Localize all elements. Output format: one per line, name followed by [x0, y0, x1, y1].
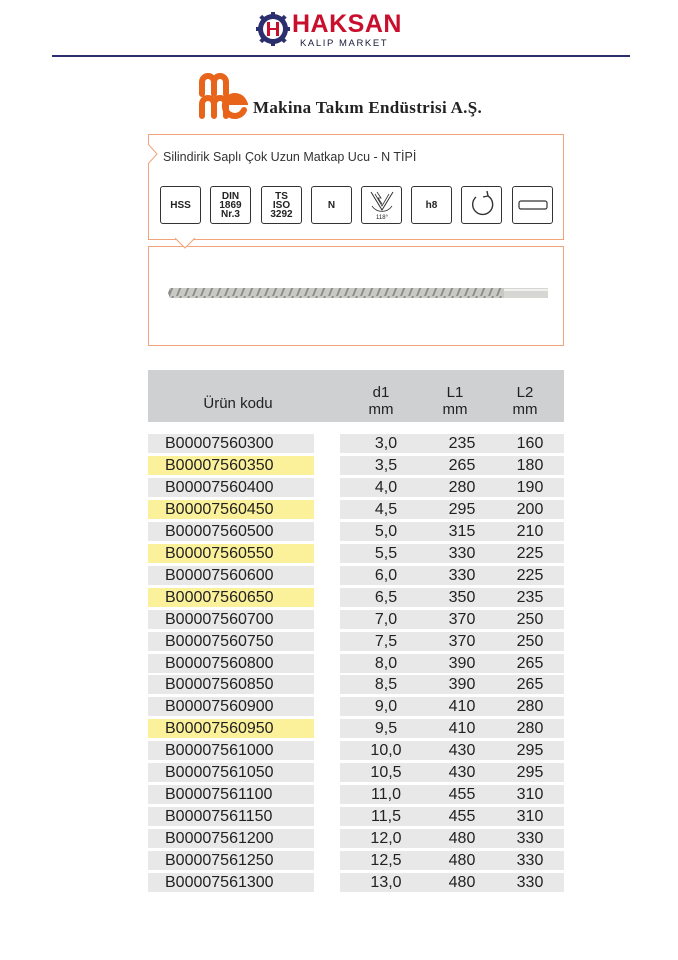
spec-tolerance-badge: h8: [411, 186, 452, 224]
l1-cell: 410: [448, 720, 476, 738]
cylindrical-shank-icon: [516, 195, 550, 215]
l2-cell: 160: [516, 435, 544, 452]
header-d1-label: d1: [372, 384, 390, 401]
l2-cell: 280: [516, 720, 544, 738]
angle-118-icon: [363, 188, 401, 222]
table-row: [148, 653, 564, 674]
l1-cell: 480: [448, 852, 476, 870]
dimension-cells: [340, 456, 564, 475]
l1-cell: 330: [448, 544, 476, 562]
dimension-cells: [340, 807, 564, 826]
d1-cell: 3,0: [374, 435, 398, 452]
l1-cell: 390: [448, 676, 476, 694]
header-divider: [52, 55, 630, 57]
l2-cell: 295: [516, 764, 544, 782]
panel-chevron-icon: [175, 237, 195, 250]
l2-cell: 330: [516, 852, 544, 870]
spec-din-badge: DIN 1869 Nr.3: [210, 186, 251, 224]
dimension-cells: [340, 500, 564, 519]
table-row: [148, 543, 564, 564]
l1-cell: 430: [448, 764, 476, 782]
product-title: Silindirik Saplı Çok Uzun Matkap Ucu - N TİPİ: [163, 150, 417, 164]
product-code-cell: B00007560350: [148, 456, 314, 475]
dimension-cells: [340, 785, 564, 804]
dimension-cells: [340, 434, 564, 453]
d1-cell: 11,5: [371, 808, 401, 826]
header-d1: [356, 384, 406, 418]
product-code-cell: B00007560500: [148, 522, 314, 541]
drill-bit-image-icon: [168, 286, 552, 300]
title-chevron-icon: [147, 143, 159, 165]
l2-cell: 235: [516, 588, 544, 606]
l1-cell: 430: [448, 742, 476, 760]
table-row: [148, 674, 564, 695]
l1-cell: 390: [448, 654, 476, 672]
d1-cell: 3,5: [374, 456, 398, 474]
product-code-cell: B00007560600: [148, 566, 314, 585]
dimension-cells: [340, 610, 564, 629]
table-row: [148, 455, 564, 476]
angle-label: 118°: [375, 215, 388, 221]
dimension-cells: [340, 522, 564, 541]
header-l2: [500, 384, 550, 418]
header-d1-unit: mm: [368, 401, 394, 418]
table-row: [148, 609, 564, 630]
product-code-cell: B00007560900: [148, 697, 314, 716]
l2-cell: 310: [516, 808, 544, 826]
product-code-cell: B00007560850: [148, 675, 314, 694]
spec-shank-badge: [512, 186, 553, 224]
dimension-cells: [340, 544, 564, 563]
product-code-cell: B00007560650: [148, 588, 314, 607]
header-product-code: Ürün kodu: [203, 395, 273, 412]
haksan-emblem-icon: [256, 12, 290, 46]
d1-cell: 9,5: [374, 720, 398, 738]
table-row: [148, 762, 564, 783]
table-row: [148, 872, 564, 893]
l2-cell: 280: [516, 698, 544, 716]
table-row: [148, 631, 564, 652]
l2-cell: 295: [516, 742, 544, 760]
table-row: [148, 477, 564, 498]
l2-cell: 180: [516, 456, 544, 474]
l1-cell: 370: [448, 610, 476, 628]
dimension-cells: [340, 654, 564, 673]
dimension-cells: [340, 873, 564, 892]
table-row: [148, 850, 564, 871]
l1-cell: 315: [448, 522, 476, 540]
table-row: [148, 565, 564, 586]
d1-cell: 11,0: [371, 786, 401, 804]
header-l2-unit: mm: [512, 401, 538, 418]
product-code-cell: B00007560400: [148, 478, 314, 497]
l2-cell: 225: [516, 544, 544, 562]
mte-logo-icon: [196, 72, 248, 120]
d1-cell: 13,0: [370, 874, 402, 891]
d1-cell: 8,5: [374, 676, 398, 694]
dimension-cells: [340, 675, 564, 694]
table-row: [148, 784, 564, 805]
header-l1-label: L1: [446, 384, 464, 401]
dimension-cells: [340, 632, 564, 651]
product-code-cell: B00007561150: [148, 807, 314, 826]
product-code-cell: B00007560300: [148, 434, 314, 453]
product-code-cell: B00007561200: [148, 829, 314, 848]
l1-cell: 480: [448, 830, 476, 848]
brand-subtitle: KALIP MARKET: [300, 38, 389, 49]
l2-cell: 265: [516, 676, 544, 694]
table-header: [148, 370, 564, 422]
l2-cell: 330: [516, 874, 544, 891]
d1-cell: 9,0: [374, 698, 398, 716]
product-code-cell: B00007560700: [148, 610, 314, 629]
l1-cell: 455: [448, 786, 476, 804]
d1-cell: 8,0: [374, 654, 398, 672]
product-code-cell: B00007561300: [148, 873, 314, 892]
table-row: [148, 740, 564, 761]
d1-cell: 6,5: [374, 588, 398, 606]
d1-cell: 7,5: [374, 632, 398, 650]
product-code-cell: B00007560800: [148, 654, 314, 673]
l2-cell: 330: [516, 830, 544, 848]
d1-cell: 6,0: [374, 566, 398, 584]
l2-cell: 250: [516, 610, 544, 628]
product-code-cell: B00007560450: [148, 500, 314, 519]
dimension-cells: [340, 478, 564, 497]
spec-ts-iso-badge: TS ISO 3292: [261, 186, 302, 224]
d1-cell: 12,5: [370, 852, 402, 870]
product-code-cell: B00007561050: [148, 763, 314, 782]
table-row: [148, 433, 564, 454]
l1-cell: 295: [448, 500, 476, 518]
d1-cell: 5,0: [374, 522, 398, 540]
d1-cell: 7,0: [374, 610, 398, 628]
header-l1: [430, 384, 480, 418]
l2-cell: 310: [516, 786, 544, 804]
product-code-cell: B00007560750: [148, 632, 314, 651]
product-code-cell: B00007561000: [148, 741, 314, 760]
l1-cell: 480: [448, 874, 476, 891]
brand-name: HAKSAN: [292, 10, 402, 38]
d1-cell: 10,0: [370, 742, 402, 760]
d1-cell: 5,5: [374, 544, 398, 562]
rotation-icon: [467, 190, 497, 220]
dimension-cells: [340, 697, 564, 716]
l2-cell: 250: [516, 632, 544, 650]
spec-hss-badge: HSS: [160, 186, 201, 224]
dimension-cells: [340, 741, 564, 760]
dimension-cells: [340, 763, 564, 782]
l2-cell: 210: [516, 522, 544, 540]
l1-cell: 265: [448, 456, 476, 474]
table-row: [148, 587, 564, 608]
l1-cell: 455: [448, 808, 476, 826]
l1-cell: 330: [448, 566, 476, 584]
dimension-cells: [340, 851, 564, 870]
dimension-cells: [340, 588, 564, 607]
d1-cell: 4,0: [374, 478, 398, 496]
header-l2-label: L2: [516, 384, 534, 401]
d1-cell: 4,5: [374, 500, 398, 518]
l1-cell: 350: [448, 588, 476, 606]
product-code-cell: B00007561100: [148, 785, 314, 804]
header-l1-unit: mm: [442, 401, 468, 418]
product-code-cell: B00007561250: [148, 851, 314, 870]
l1-cell: 280: [448, 478, 476, 496]
l2-cell: 265: [516, 654, 544, 672]
maker-name: Makina Takım Endüstrisi A.Ş.: [253, 98, 483, 117]
l2-cell: 190: [516, 478, 544, 496]
l1-cell: 370: [448, 632, 476, 650]
table-row: [148, 499, 564, 520]
dimension-cells: [340, 829, 564, 848]
product-code-cell: B00007560550: [148, 544, 314, 563]
d1-cell: 12,0: [370, 830, 402, 848]
l2-cell: 200: [516, 500, 544, 518]
spec-rotation-badge: [461, 186, 502, 224]
l2-cell: 225: [516, 566, 544, 584]
l1-cell: 410: [448, 698, 476, 716]
product-code-cell: B00007560950: [148, 719, 314, 738]
d1-cell: 10,5: [370, 764, 402, 782]
dimension-cells: [340, 719, 564, 738]
spec-type-n-badge: N: [311, 186, 352, 224]
table-row: [148, 521, 564, 542]
table-row: [148, 828, 564, 849]
table-row: [148, 696, 564, 717]
table-row: [148, 718, 564, 739]
l1-cell: 235: [448, 435, 476, 452]
spec-point-angle-badge: [361, 186, 402, 224]
dimension-cells: [340, 566, 564, 585]
table-row: [148, 806, 564, 827]
